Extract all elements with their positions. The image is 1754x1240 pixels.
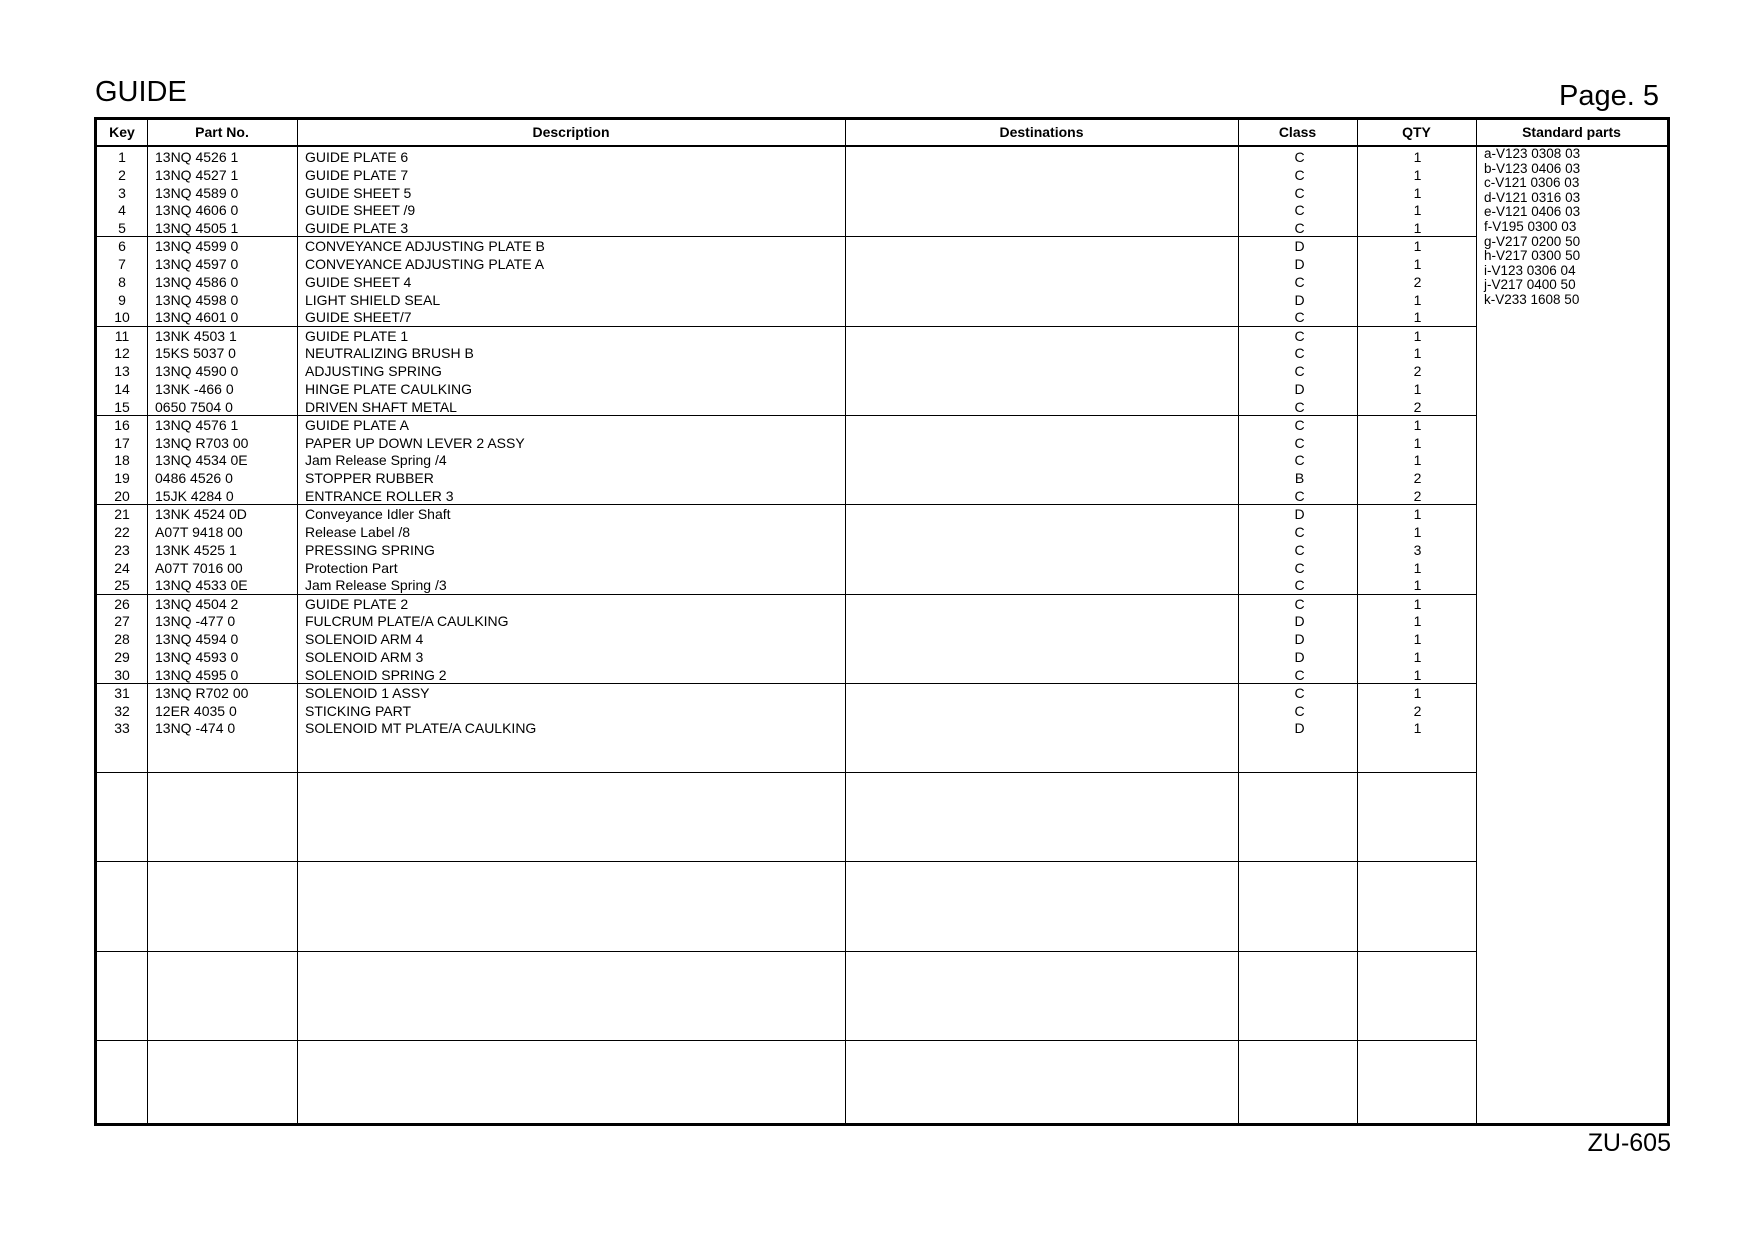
table-row xyxy=(97,451,1476,469)
cell-class: D xyxy=(1294,380,1305,397)
cell-qty: 1 xyxy=(1413,434,1422,451)
cell-key: 1 xyxy=(118,149,126,165)
cell-class: C xyxy=(1294,345,1305,362)
cell-qty: 1 xyxy=(1413,238,1422,255)
cell-dest xyxy=(852,219,1237,237)
row-group xyxy=(97,772,1477,861)
standard-part-item: g-V217 0200 50 xyxy=(1484,233,1581,249)
standard-part-item: e-V121 0406 03 xyxy=(1484,204,1581,220)
cell-class: C xyxy=(1294,684,1305,701)
model-code: ZU-605 xyxy=(1587,1129,1671,1157)
cell-qty: 2 xyxy=(1413,488,1422,505)
cell-key: 16 xyxy=(114,416,130,433)
cell-desc: SOLENOID ARM 4 xyxy=(305,631,424,648)
cell-part: 0650 7504 0 xyxy=(155,398,233,415)
cell-class: C xyxy=(1294,273,1305,290)
table-row xyxy=(97,398,1476,416)
table-row xyxy=(97,166,1476,184)
row-group xyxy=(97,415,1477,504)
cell-dest xyxy=(852,487,1237,505)
cell-qty: 1 xyxy=(1413,559,1422,576)
header-part-no: Part No. xyxy=(195,124,249,140)
header-standard-parts: Standard parts xyxy=(1522,124,1621,140)
header-description: Description xyxy=(532,124,610,140)
cell-qty: 1 xyxy=(1413,291,1422,308)
row-group xyxy=(97,147,1477,236)
cell-part: 13NQ 4576 1 xyxy=(155,416,239,433)
page-number: Page. 5 xyxy=(1559,80,1659,112)
cell-part: 13NQ 4527 1 xyxy=(155,166,239,183)
cell-desc: Release Label /8 xyxy=(305,523,411,540)
cell-desc: GUIDE PLATE 1 xyxy=(305,327,409,344)
cell-part: 13NQ -477 0 xyxy=(155,613,236,630)
cell-dest xyxy=(852,201,1237,219)
cell-key: 21 xyxy=(114,506,130,523)
table-row xyxy=(97,559,1476,577)
table-row xyxy=(97,505,1476,523)
cell-class: C xyxy=(1294,702,1305,719)
cell-class: C xyxy=(1294,666,1305,683)
cell-qty: 1 xyxy=(1413,220,1422,237)
cell-dest xyxy=(852,719,1237,737)
table-row xyxy=(97,416,1476,434)
cell-class: C xyxy=(1294,577,1305,594)
cell-desc: STOPPER RUBBER xyxy=(305,470,434,487)
table-row xyxy=(97,666,1476,684)
table-row xyxy=(97,184,1476,202)
cell-key: 6 xyxy=(118,238,126,255)
cell-key: 24 xyxy=(114,559,130,576)
header-key: Key xyxy=(109,124,135,140)
cell-part: 13NQ 4601 0 xyxy=(155,309,239,326)
cell-dest xyxy=(852,684,1237,702)
cell-dest xyxy=(852,612,1237,630)
cell-desc: GUIDE PLATE 7 xyxy=(305,166,409,183)
cell-dest xyxy=(852,416,1237,434)
cell-key: 11 xyxy=(114,327,130,344)
cell-qty: 2 xyxy=(1413,702,1422,719)
cell-key: 5 xyxy=(118,220,126,237)
table-row xyxy=(97,648,1476,666)
cell-desc: CONVEYANCE ADJUSTING PLATE A xyxy=(305,256,545,273)
cell-qty: 1 xyxy=(1413,149,1422,165)
cell-class: C xyxy=(1294,327,1305,344)
cell-part: A07T 9418 00 xyxy=(155,523,243,540)
cell-class: D xyxy=(1294,291,1305,308)
table-row xyxy=(97,719,1476,737)
cell-dest xyxy=(852,702,1237,720)
cell-class: B xyxy=(1294,470,1305,487)
cell-key: 2 xyxy=(118,166,126,183)
cell-desc: SOLENOID 1 ASSY xyxy=(305,684,430,701)
cell-qty: 1 xyxy=(1413,452,1422,469)
cell-desc: Jam Release Spring /3 xyxy=(305,577,447,594)
cell-dest xyxy=(852,630,1237,648)
cell-dest xyxy=(852,576,1237,594)
cell-part: 13NQ R702 00 xyxy=(155,684,249,701)
standard-part-item: b-V123 0406 03 xyxy=(1484,160,1581,176)
cell-class: C xyxy=(1294,149,1305,165)
standard-part-item: h-V217 0300 50 xyxy=(1484,248,1581,264)
table-row xyxy=(97,434,1476,452)
cell-key: 4 xyxy=(118,202,126,219)
cell-desc: SOLENOID SPRING 2 xyxy=(305,666,447,683)
row-group xyxy=(97,861,1477,950)
row-group xyxy=(97,326,1477,415)
cell-qty: 1 xyxy=(1413,184,1422,201)
cell-class: C xyxy=(1294,363,1305,380)
cell-key: 17 xyxy=(114,434,130,451)
cell-qty: 1 xyxy=(1413,506,1422,523)
table-row xyxy=(97,630,1476,648)
cell-dest xyxy=(852,559,1237,577)
cell-dest xyxy=(852,648,1237,666)
cell-part: 13NQ 4589 0 xyxy=(155,184,239,201)
cell-class: C xyxy=(1294,184,1305,201)
table-row xyxy=(97,469,1476,487)
cell-dest xyxy=(852,469,1237,487)
cell-desc: Protection Part xyxy=(305,559,398,576)
cell-desc: GUIDE SHEET 5 xyxy=(305,184,412,201)
cell-class: D xyxy=(1294,506,1305,523)
cell-dest xyxy=(852,273,1237,291)
cell-class: D xyxy=(1294,720,1305,737)
cell-part: 13NQ R703 00 xyxy=(155,434,249,451)
cell-dest xyxy=(852,666,1237,684)
cell-key: 12 xyxy=(114,345,130,362)
row-group xyxy=(97,594,1477,683)
cell-part: 13NK -466 0 xyxy=(155,380,234,397)
table-row xyxy=(97,255,1476,273)
table-row xyxy=(97,362,1476,380)
cell-part: 13NQ 4593 0 xyxy=(155,648,239,665)
cell-qty: 1 xyxy=(1413,595,1422,612)
cell-qty: 1 xyxy=(1413,666,1422,683)
cell-part: 15KS 5037 0 xyxy=(155,345,236,362)
cell-class: C xyxy=(1294,166,1305,183)
row-group xyxy=(97,1040,1477,1129)
table-row xyxy=(97,612,1476,630)
cell-part: 13NQ 4599 0 xyxy=(155,238,239,255)
cell-qty: 1 xyxy=(1413,523,1422,540)
cell-qty: 2 xyxy=(1413,398,1422,415)
cell-part: 13NK 4525 1 xyxy=(155,541,237,558)
cell-key: 22 xyxy=(114,523,130,540)
cell-desc: Jam Release Spring /4 xyxy=(305,452,447,469)
cell-class: C xyxy=(1294,541,1305,558)
cell-desc: PRESSING SPRING xyxy=(305,541,435,558)
table-row xyxy=(97,541,1476,559)
cell-class: C xyxy=(1294,452,1305,469)
cell-key: 28 xyxy=(114,631,130,648)
cell-class: D xyxy=(1294,256,1305,273)
row-group xyxy=(97,504,1477,593)
cell-class: C xyxy=(1294,202,1305,219)
cell-key: 18 xyxy=(114,452,130,469)
cell-qty: 1 xyxy=(1413,631,1422,648)
cell-key: 8 xyxy=(118,273,126,290)
cell-class: C xyxy=(1294,523,1305,540)
header-class: Class xyxy=(1278,124,1317,140)
table-row xyxy=(97,327,1476,345)
table-row xyxy=(97,523,1476,541)
cell-class: C xyxy=(1294,488,1305,505)
cell-qty: 1 xyxy=(1413,202,1422,219)
cell-desc: ADJUSTING SPRING xyxy=(305,363,442,380)
cell-part: 13NK 4524 0D xyxy=(155,506,247,523)
cell-desc: GUIDE PLATE 6 xyxy=(305,149,409,165)
cell-key: 15 xyxy=(114,398,130,415)
cell-key: 33 xyxy=(114,720,130,737)
cell-qty: 1 xyxy=(1413,648,1422,665)
cell-qty: 1 xyxy=(1413,380,1422,397)
cell-key: 23 xyxy=(114,541,130,558)
cell-part: 15JK 4284 0 xyxy=(155,488,234,505)
cell-desc: NEUTRALIZING BRUSH B xyxy=(305,345,474,362)
header-qty: QTY xyxy=(1402,124,1431,140)
cell-dest xyxy=(852,184,1237,202)
cell-class: D xyxy=(1294,238,1305,255)
cell-key: 27 xyxy=(114,613,130,630)
table-row xyxy=(97,273,1476,291)
cell-desc: ENTRANCE ROLLER 3 xyxy=(305,488,454,505)
cell-desc: GUIDE SHEET /9 xyxy=(305,202,416,219)
cell-qty: 2 xyxy=(1413,273,1422,290)
cell-dest xyxy=(852,398,1237,416)
cell-part: 13NQ 4526 1 xyxy=(155,149,239,165)
table-row xyxy=(97,576,1476,594)
cell-key: 7 xyxy=(118,256,126,273)
cell-dest xyxy=(852,505,1237,523)
standard-part-item: d-V121 0316 03 xyxy=(1484,189,1581,205)
cell-qty: 2 xyxy=(1413,470,1422,487)
cell-key: 32 xyxy=(114,702,130,719)
cell-dest xyxy=(852,291,1237,309)
cell-part: 12ER 4035 0 xyxy=(155,702,237,719)
cell-key: 9 xyxy=(118,291,126,308)
cell-desc: Conveyance Idler Shaft xyxy=(305,506,451,523)
standard-parts-list xyxy=(1484,147,1664,308)
table-row xyxy=(97,702,1476,720)
cell-qty: 1 xyxy=(1413,720,1422,737)
cell-class: C xyxy=(1294,595,1305,612)
cell-part: 13NQ 4597 0 xyxy=(155,256,239,273)
table-row xyxy=(97,237,1476,255)
cell-dest xyxy=(852,595,1237,613)
cell-dest xyxy=(852,523,1237,541)
cell-key: 10 xyxy=(114,309,130,326)
cell-part: A07T 7016 00 xyxy=(155,559,243,576)
row-group xyxy=(97,951,1477,1040)
standard-part-item: a-V123 0308 03 xyxy=(1484,146,1581,161)
parts-table xyxy=(94,117,1670,1126)
cell-dest xyxy=(852,148,1237,166)
cell-key: 25 xyxy=(114,577,130,594)
cell-part: 13NQ 4590 0 xyxy=(155,363,239,380)
cell-part: 13NQ 4505 1 xyxy=(155,220,239,237)
standard-part-item: c-V121 0306 03 xyxy=(1484,175,1580,191)
table-row xyxy=(97,201,1476,219)
cell-qty: 3 xyxy=(1413,541,1422,558)
cell-qty: 1 xyxy=(1413,345,1422,362)
cell-part: 13NQ 4606 0 xyxy=(155,202,239,219)
cell-part: 13NQ 4534 0E xyxy=(155,452,248,469)
cell-desc: PAPER UP DOWN LEVER 2 ASSY xyxy=(305,434,525,451)
cell-desc: FULCRUM PLATE/A CAULKING xyxy=(305,613,509,630)
cell-dest xyxy=(852,380,1237,398)
cell-key: 14 xyxy=(114,380,130,397)
cell-qty: 1 xyxy=(1413,327,1422,344)
cell-desc: GUIDE PLATE 3 xyxy=(305,220,409,237)
cell-class: C xyxy=(1294,434,1305,451)
cell-part: 0486 4526 0 xyxy=(155,470,233,487)
cell-dest xyxy=(852,308,1237,326)
cell-dest xyxy=(852,237,1237,255)
table-row xyxy=(97,380,1476,398)
standard-part-item: i-V123 0306 04 xyxy=(1484,262,1576,278)
cell-dest xyxy=(852,451,1237,469)
cell-class: C xyxy=(1294,220,1305,237)
cell-dest xyxy=(852,541,1237,559)
cell-dest xyxy=(852,434,1237,452)
cell-class: D xyxy=(1294,631,1305,648)
cell-key: 31 xyxy=(114,684,130,701)
cell-key: 20 xyxy=(114,488,130,505)
cell-part: 13NK 4503 1 xyxy=(155,327,237,344)
cell-part: 13NQ 4595 0 xyxy=(155,666,239,683)
cell-part: 13NQ -474 0 xyxy=(155,720,236,737)
cell-dest xyxy=(852,344,1237,362)
cell-class: C xyxy=(1294,416,1305,433)
cell-qty: 1 xyxy=(1413,416,1422,433)
cell-desc: SOLENOID MT PLATE/A CAULKING xyxy=(305,720,537,737)
cell-desc: DRIVEN SHAFT METAL xyxy=(305,398,457,415)
standard-part-item: k-V233 1608 50 xyxy=(1484,291,1580,307)
cell-qty: 1 xyxy=(1413,613,1422,630)
cell-part: 13NQ 4586 0 xyxy=(155,273,239,290)
cell-part: 13NQ 4533 0E xyxy=(155,577,248,594)
row-group xyxy=(97,683,1477,772)
table-row xyxy=(97,344,1476,362)
cell-dest xyxy=(852,166,1237,184)
table-row xyxy=(97,291,1476,309)
cell-key: 3 xyxy=(118,184,126,201)
header-destinations: Destinations xyxy=(999,124,1084,140)
cell-dest xyxy=(852,362,1237,380)
cell-part: 13NQ 4598 0 xyxy=(155,291,239,308)
table-row xyxy=(97,595,1476,613)
table-row xyxy=(97,684,1476,702)
cell-dest xyxy=(852,327,1237,345)
cell-qty: 1 xyxy=(1413,256,1422,273)
standard-part-item: f-V195 0300 03 xyxy=(1484,218,1577,234)
cell-desc: SOLENOID ARM 3 xyxy=(305,648,424,665)
cell-qty: 1 xyxy=(1413,684,1422,701)
cell-key: 29 xyxy=(114,648,130,665)
cell-desc: GUIDE SHEET/7 xyxy=(305,309,412,326)
cell-class: C xyxy=(1294,398,1305,415)
cell-class: C xyxy=(1294,309,1305,326)
cell-desc: HINGE PLATE CAULKING xyxy=(305,380,473,397)
table-row xyxy=(97,308,1476,326)
cell-dest xyxy=(852,255,1237,273)
cell-part: 13NQ 4504 2 xyxy=(155,595,239,612)
cell-class: D xyxy=(1294,613,1305,630)
cell-qty: 1 xyxy=(1413,577,1422,594)
cell-desc: GUIDE PLATE A xyxy=(305,416,409,433)
cell-qty: 1 xyxy=(1413,166,1422,183)
cell-class: D xyxy=(1294,648,1305,665)
cell-qty: 2 xyxy=(1413,363,1422,380)
page-title: GUIDE xyxy=(95,76,187,108)
cell-key: 19 xyxy=(114,470,130,487)
cell-desc: CONVEYANCE ADJUSTING PLATE B xyxy=(305,238,545,255)
cell-key: 26 xyxy=(114,595,130,612)
table-row xyxy=(97,219,1476,237)
cell-desc: LIGHT SHIELD SEAL xyxy=(305,291,441,308)
cell-qty: 1 xyxy=(1413,309,1422,326)
cell-class: C xyxy=(1294,559,1305,576)
table-row xyxy=(97,148,1476,166)
cell-key: 13 xyxy=(114,363,130,380)
row-group xyxy=(97,236,1477,325)
table-row xyxy=(97,487,1476,505)
standard-part-item: j-V217 0400 50 xyxy=(1484,277,1576,293)
cell-part: 13NQ 4594 0 xyxy=(155,631,239,648)
cell-desc: GUIDE SHEET 4 xyxy=(305,273,412,290)
cell-desc: GUIDE PLATE 2 xyxy=(305,595,409,612)
cell-desc: STICKING PART xyxy=(305,702,412,719)
cell-key: 30 xyxy=(114,666,130,683)
